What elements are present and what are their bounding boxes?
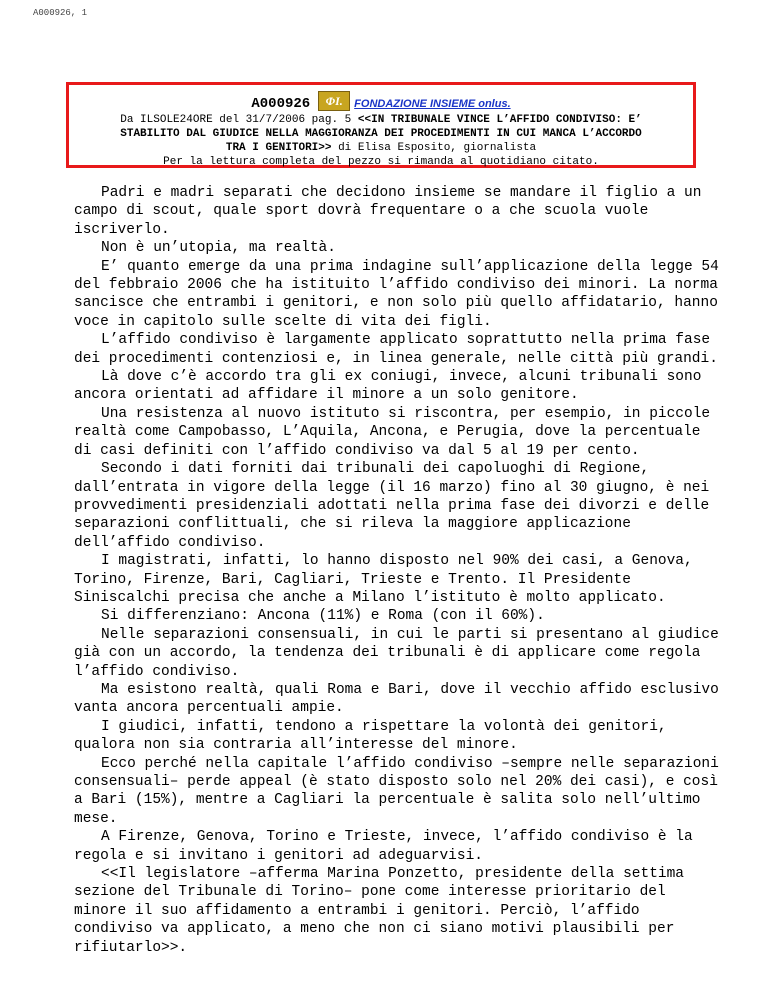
article-paragraph: E’ quanto emerge da una prima indagine sull’applicazione della legge 54 del febbraio 2006 che ha istituito l’affido condiviso dei minori. La norma sancisce che entrambi i genitori, e non solo più quello affidatario, hanno voce in capitolo sulle scelte di vita dei figli. xyxy=(74,258,719,330)
header-title-row xyxy=(69,93,693,111)
article-paragraph: Non è un’utopia, ma realtà. xyxy=(101,240,336,257)
headline-line-3 xyxy=(69,141,693,155)
article-paragraph: Là dove c’è accordo tra gli ex coniugi, invece, alcuni tribunali sono ancora orientati ad affidare il minore a un solo genitore. xyxy=(74,369,702,404)
reading-note: Per la lettura completa del pezzo si rimanda al quotidiano citato. xyxy=(163,156,599,168)
article-paragraph: <<Il legislatore –afferma Marina Ponzetto, presidente della settima sezione del Tribunale di Torino– pone come interesse prioritario del minore il suo affidamento a entrambi i genitori. Perciò, l’affido condiviso va applicato, a meno che non ci siano motivi plausibili per rifiutarlo>>. xyxy=(74,866,684,956)
article-body xyxy=(74,184,724,957)
article-paragraph: L’affido condiviso è largamente applicato soprattutto nella prima fase dei procedimenti contenziosi e, in linea generale, nelle città più grandi. xyxy=(74,332,718,367)
source-line xyxy=(69,113,693,127)
article-paragraph: I magistrati, infatti, lo hanno disposto nel 90% dei casi, a Genova, Torino, Firenze, Bari, Cagliari, Trieste e Trento. Il Presidente Siniscalchi precisa che anche a Milano l’istituto è molto applicato. xyxy=(74,553,693,606)
article-paragraph: Una resistenza al nuovo istituto si riscontra, per esempio, in piccole realtà come Campobasso, L’Aquila, Ancona, e Perugia, dove la percentuale di casi definiti con l’affido condiviso va dal 5 al 19 per cento. xyxy=(74,405,711,459)
article-paragraph: A Firenze, Genova, Torino e Trieste, invece, l’affido condiviso è la regola e si invitano i genitori ad adeguarvisi. xyxy=(74,829,693,864)
foundation-link[interactable]: FONDAZIONE INSIEME onlus. xyxy=(354,98,511,110)
headline-part-3: TRA I GENITORI>> xyxy=(225,142,332,154)
author: di Elisa Esposito, giornalista xyxy=(331,142,537,154)
foundation-logo: ΦI. xyxy=(318,91,350,111)
article-paragraph: Padri e madri separati che decidono insieme se mandare il figlio a un campo di scout, quale sport dovrà frequentare o a che scuola vuole iscriverlo. xyxy=(74,185,702,238)
article-paragraph: Secondo i dati forniti dai tribunali dei capoluoghi di Regione, dall’entrata in vigore della legge (il 16 marzo) fino al 30 giugno, è nei provvedimenti presidenziali adottati nella prima fase dei divorzi e delle separazioni conflittuali, che si rileva la maggiore applicazione dell’affido condiviso. xyxy=(74,461,710,551)
article-paragraph: Si differenziano: Ancona (11%) e Roma (con il 60%). xyxy=(101,608,545,625)
article-paragraph: Ma esistono realtà, quali Roma e Bari, dove il vecchio affido esclusivo vanta ancora percentuali ampie. xyxy=(74,681,719,717)
source-prefix: Da ILSOLE24ORE del 31/7/2006 pag. 5 xyxy=(120,114,358,126)
headline-part-1: <<IN TRIBUNALE VINCE L’AFFIDO CONDIVISO: E’ xyxy=(357,114,642,126)
article-paragraph: Ecco perché nella capitale l’affido condiviso –sempre nelle separazioni consensuali– perde appeal (è stato disposto solo nel 20% dei casi), e così a Bari (15%), mentre a Cagliari la percentuale è salita solo nell’ultimo mese. xyxy=(74,755,719,827)
headline-part-2: STABILITO DAL GIUDICE NELLA MAGGIORANZA DEI PROCEDIMENTI IN CUI MANCA L’ACCORDO xyxy=(120,128,642,140)
article-paragraph: Nelle separazioni consensuali, in cui le parti si presentano al giudice già con un accordo, la tendenza dei tribunali è di applicare come regola l’affido condiviso. xyxy=(74,626,719,680)
article-paragraph: I giudici, infatti, tendono a rispettare la volontà dei genitori, qualora non sia contraria all’interesse del minore. xyxy=(74,718,667,754)
page-id: A000926, 1 xyxy=(33,8,88,18)
headline-line-2 xyxy=(69,127,693,141)
header-box xyxy=(66,82,696,168)
document-code: A000926 xyxy=(251,96,311,112)
